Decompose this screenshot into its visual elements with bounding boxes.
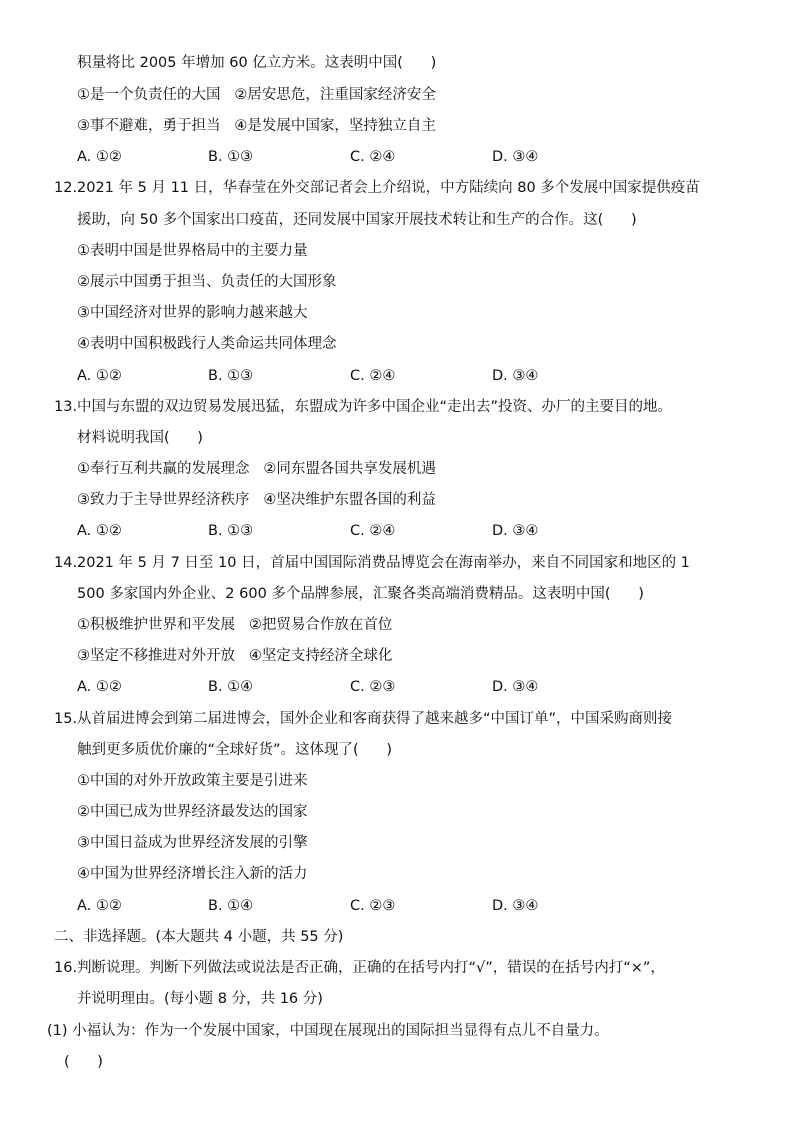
- q15-stem-line1: 从首届进博会到第二届进博会，国外企业和客商获得了越来越多“中国订单”，中国采购商则接: [77, 711, 673, 727]
- q13-statements-1: ①奉行互利共赢的发展理念 ②同东盟各国共享发展机遇: [77, 461, 436, 477]
- q15-option-a[interactable]: A. ①②: [77, 898, 122, 914]
- q11-option-b[interactable]: B. ①③: [208, 149, 254, 165]
- q15-option-d[interactable]: D. ③④: [492, 898, 539, 914]
- q14-option-c[interactable]: C. ②③: [350, 679, 396, 695]
- q13-number: 13.: [54, 399, 78, 415]
- q12-number: 12.: [54, 180, 78, 196]
- q13-statements-2: ③致力于主导世界经济秩序 ④坚决维护东盟各国的利益: [77, 492, 436, 508]
- q14-number: 14.: [54, 555, 78, 571]
- q14-statements-1: ①积极维护世界和平发展 ②把贸易合作放在首位: [77, 617, 393, 633]
- q11-statements-2: ③事不避难，勇于担当 ④是发展中国家，坚持独立自主: [77, 118, 436, 134]
- q12-statement-2: ②展示中国勇于担当、负责任的大国形象: [77, 274, 337, 290]
- q13-option-d[interactable]: D. ③④: [492, 523, 539, 539]
- q14-option-b[interactable]: B. ①④: [208, 679, 254, 695]
- q12-option-b[interactable]: B. ①③: [208, 368, 254, 384]
- q12-stem-line2: 援助，向 50 多个国家出口疫苗，还同发展中国家开展技术转让和生产的合作。这( ): [77, 212, 637, 228]
- q11-option-d[interactable]: D. ③④: [492, 149, 539, 165]
- q15-statement-3: ③中国日益成为世界经济发展的引擎: [77, 835, 308, 851]
- q13-option-c[interactable]: C. ②④: [350, 523, 396, 539]
- q14-statements-2: ③坚定不移推进对外开放 ④坚定支持经济全球化: [77, 648, 393, 664]
- q15-statement-1: ①中国的对外开放政策主要是引进来: [77, 773, 308, 789]
- q14-stem-line2: 500 多家国内外企业、2 600 多个品牌参展，汇聚各类高端消费精品。这表明中国( ): [77, 586, 644, 602]
- q15-stem-line2: 触到更多质优价廉的“全球好货”。这体现了( ): [77, 742, 392, 758]
- q14-option-a[interactable]: A. ①②: [77, 679, 122, 695]
- q12-option-c[interactable]: C. ②④: [350, 368, 396, 384]
- q13-option-b[interactable]: B. ①③: [208, 523, 254, 539]
- q16-stem-line1: 判断说理。判断下列做法或说法是否正确，正确的在括号内打“√”，错误的在括号内打“×”，: [77, 960, 665, 976]
- q12-statement-3: ③中国经济对世界的影响力越来越大: [77, 305, 308, 321]
- q12-option-d[interactable]: D. ③④: [492, 368, 539, 384]
- q11-option-c[interactable]: C. ②④: [350, 149, 396, 165]
- q15-option-b[interactable]: B. ①④: [208, 898, 254, 914]
- q16-subquestion-1: (1) 小福认为：作为一个发展中国家，中国现在展现出的国际担当显得有点儿不自量力。: [47, 1023, 609, 1039]
- q12-stem-line1: 2021 年 5 月 11 日，华春莹在外交部记者会上介绍说，中方陆续向 80 多个发展中国家提供疫苗: [77, 180, 700, 196]
- q14-stem-line1: 2021 年 5 月 7 日至 10 日，首届中国国际消费品博览会在海南举办，来自不同国家和地区的 1: [77, 555, 690, 571]
- q15-option-c[interactable]: C. ②③: [350, 898, 396, 914]
- q13-stem-line1: 中国与东盟的双边贸易发展迅猛，东盟成为许多中国企业“走出去”投资、办厂的主要目的地。: [77, 399, 673, 415]
- q11-option-a[interactable]: A. ①②: [77, 149, 122, 165]
- q13-option-a[interactable]: A. ①②: [77, 523, 122, 539]
- q15-statement-2: ②中国已成为世界经济最发达的国家: [77, 804, 308, 820]
- q14-option-d[interactable]: D. ③④: [492, 679, 539, 695]
- q12-option-a[interactable]: A. ①②: [77, 368, 122, 384]
- q11-statements-1: ①是一个负责任的大国 ②居安思危，注重国家经济安全: [77, 87, 436, 103]
- q11-stem-tail: 积量将比 2005 年增加 60 亿立方米。这表明中国( ): [77, 55, 437, 71]
- q15-number: 15.: [54, 711, 78, 727]
- q15-statement-4: ④中国为世界经济增长注入新的活力: [77, 866, 308, 882]
- q13-stem-line2: 材料说明我国( ): [77, 430, 203, 446]
- section-heading: 二、非选择题。(本大题共 4 小题，共 55 分): [54, 929, 344, 945]
- q16-number: 16.: [54, 960, 78, 976]
- q16-stem-line2: 并说明理由。(每小题 8 分，共 16 分): [77, 991, 323, 1007]
- q16-answer-parentheses[interactable]: ( ): [64, 1054, 103, 1070]
- q12-statement-4: ④表明中国积极践行人类命运共同体理念: [77, 336, 337, 352]
- q12-statement-1: ①表明中国是世界格局中的主要力量: [77, 243, 308, 259]
